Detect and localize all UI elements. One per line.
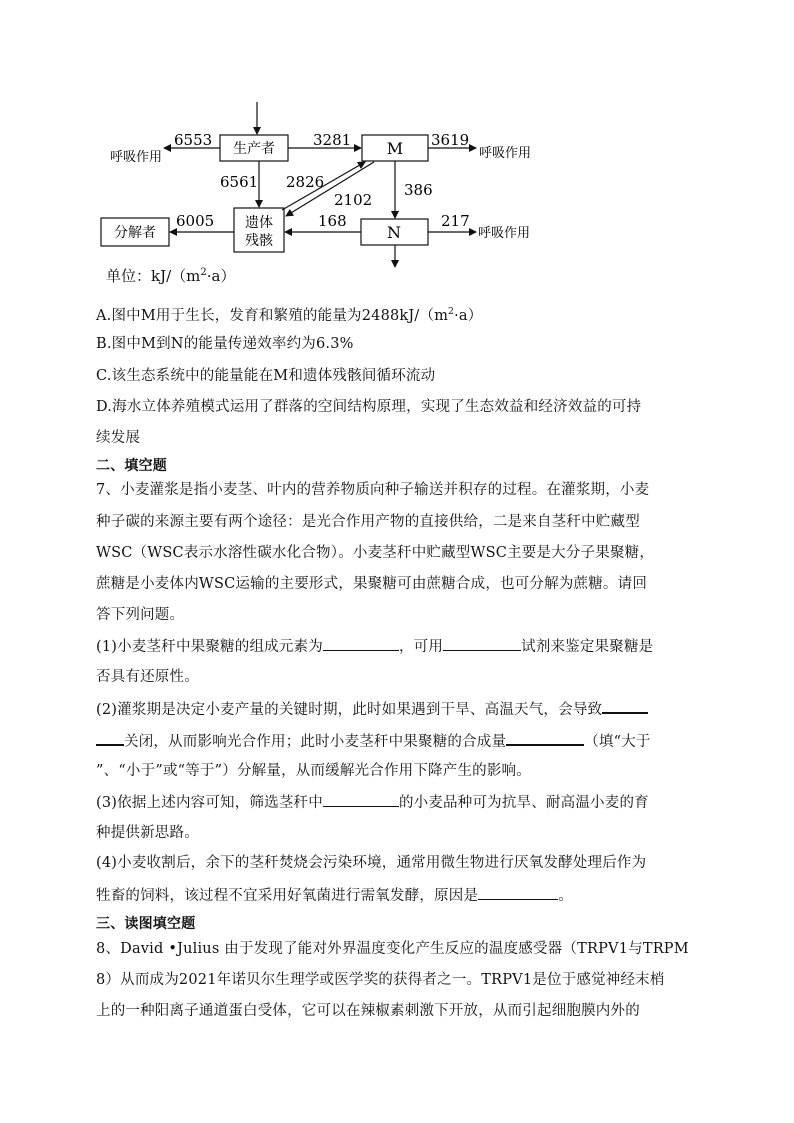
energy-flow-diagram — [96, 98, 556, 270]
subquestion-4: (4)小麦收割后，余下的茎秆焚烧会污染环境，通常用微生物进行厌氧发酵处理后作为 — [96, 855, 647, 871]
answer-blank-5[interactable] — [323, 792, 399, 807]
value-remains-to-decomposer: 6005 — [176, 212, 215, 230]
option-b: B.图中M到N的能量传递效率约为6.3% — [96, 336, 354, 352]
resp-label-left: 呼吸作用 — [110, 150, 163, 165]
question-7-line5: 答下列问题。 — [96, 607, 185, 623]
subquestion-1: (1)小麦茎秆中果聚糖的组成元素为 ，可用 试剂来鉴定果聚糖是 — [96, 636, 653, 657]
section-heading-read-figure: 三、读图填空题 — [96, 916, 196, 932]
value-remains-to-m: 2826 — [286, 173, 325, 191]
value-n-to-remains: 168 — [318, 212, 347, 230]
value-n-resp: 217 — [441, 212, 470, 230]
producer-label: 生产者 — [233, 141, 275, 157]
question-8-line1: 8、David •Julius 由于发现了能对外界温度变化产生反应的温度感受器（TRPV1与TRPM — [96, 941, 689, 957]
value-producer-to-m: 3281 — [313, 131, 352, 149]
subquestion-2-line2: 关闭，从而影响光合作用；此时小麦茎秆中果聚糖的合成量 （填“大于 — [96, 730, 651, 752]
value-producer-to-remains: 6561 — [220, 173, 259, 191]
section-heading-fill-in: 二、填空题 — [96, 458, 167, 474]
diagram-unit: 单位：$kJ/(m^2\cdot a)$ — [106, 267, 236, 285]
resp-label-m: 呼吸作用 — [479, 146, 532, 161]
answer-blank-3a[interactable] — [602, 698, 648, 714]
answer-blank-2[interactable] — [443, 636, 521, 651]
question-8-line2: 8）从而成为2021年诺贝尔生理学或医学奖的获得者之一。TRPV1是位于感觉神经末梢 — [96, 972, 665, 988]
value-producer-resp: 6553 — [174, 131, 213, 149]
n-label: N — [387, 223, 401, 242]
subquestion-4-line2: 牲畜的饲料，该过程不宜采用好氧菌进行需氧发酵，原因是 。 — [96, 885, 573, 906]
answer-blank-4[interactable] — [506, 730, 584, 746]
value-m-resp: 3619 — [431, 131, 470, 149]
option-d-line2: 续发展 — [96, 430, 141, 446]
subquestion-3-line2: 种提供新思路。 — [96, 825, 199, 841]
subquestion-1-line2: 否具有还原性。 — [96, 669, 199, 685]
option-a: A.图中M用于生长，发育和繁殖的能量为$2488kJ/(m^2\cdot a)$ — [96, 307, 483, 324]
answer-blank-1[interactable] — [323, 636, 399, 651]
subquestion-2: (2)灌浆期是决定小麦产量的关键时期，此时如果遇到干旱、高温天气，会导致 — [96, 698, 648, 720]
question-7-line4: 蔗糖是小麦体内WSC运输的主要形式，果聚糖可由蔗糖合成，也可分解为蔗糖。请回 — [96, 576, 648, 592]
answer-blank-3b[interactable] — [96, 730, 124, 746]
option-c: C.该生态系统中的能量能在M和遗体残骸间循环流动 — [96, 368, 436, 384]
subquestion-3: (3)依据上述内容可知，筛选茎秆中 的小麦品种可为抗旱、耐高温小麦的育 — [96, 792, 649, 813]
m-label: M — [386, 139, 404, 158]
question-7-line1: 7、小麦灌浆是指小麦茎、叶内的营养物质向种子输送并积存的过程。在灌浆期，小麦 — [96, 482, 650, 498]
subquestion-2-line3: ”、“小于”或“等于”）分解量，从而缓解光合作用下降产生的影响。 — [96, 763, 531, 779]
value-m-to-remains: 2102 — [334, 191, 373, 209]
answer-blank-6[interactable] — [478, 885, 558, 900]
value-m-to-n: 386 — [404, 181, 433, 199]
question-7-line3: WSC（WSC表示水溶性碳水化合物）。小麦茎秆中贮藏型WSC主要是大分子果聚糖， — [96, 545, 655, 561]
decomposer-label: 分解者 — [114, 225, 156, 241]
remains-label-2: 残骸 — [245, 233, 273, 249]
question-8-line3: 上的一种阳离子通道蛋白受体，它可以在辣椒素刺激下开放，从而引起细胞膜内外的 — [96, 1003, 640, 1019]
option-d-line1: D.海水立体养殖模式运用了群落的空间结构原理，实现了生态效益和经济效益的可持 — [96, 399, 642, 415]
remains-label-1: 遗体 — [245, 215, 273, 231]
question-7-line2: 种子碳的来源主要有两个途径：是光合作用产物的直接供给，二是来自茎秆中贮藏型 — [96, 514, 640, 530]
resp-label-n: 呼吸作用 — [478, 226, 531, 241]
